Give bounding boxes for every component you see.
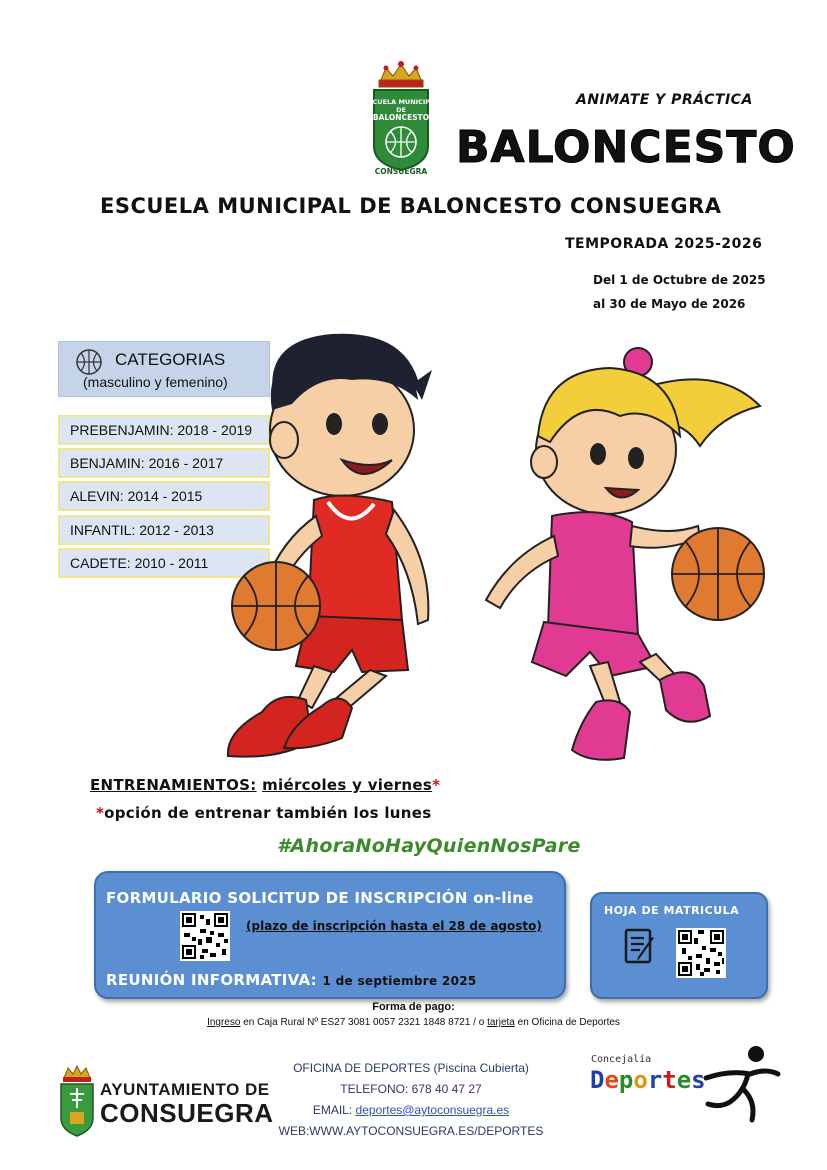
registration-form-panel[interactable]: [94, 871, 566, 999]
contact-email-label: EMAIL:: [312, 1103, 353, 1117]
training-schedule: [90, 776, 440, 794]
season-dates: [593, 268, 766, 316]
svg-text:ESCUELA MUNICIPAL: ESCUELA MUNICIPAL: [363, 98, 439, 106]
form-title: [106, 889, 534, 907]
enrollment-qr-code[interactable]: [676, 928, 726, 978]
payment-office: en Oficina de Deportes: [517, 1017, 620, 1028]
payment-ingreso: Ingreso: [207, 1017, 241, 1028]
enrollment-sheet-panel[interactable]: [590, 892, 768, 999]
payment-bank: en Caja Rural Nº ES27 3081 0057 2321 1848 8721 / o: [243, 1017, 485, 1028]
town-hall-line2: CONSUEGRA: [100, 1098, 274, 1128]
contact-email-link[interactable]: deportes@aytoconsuegra.es: [355, 1103, 510, 1117]
category-item: PREBENJAMIN: 2018 - 2019: [58, 415, 270, 445]
training-note-text: opción de entrenar también los lunes: [104, 804, 432, 822]
school-name: ESCUELA MUNICIPAL DE BALONCESTO CONSUEGRA: [100, 194, 722, 218]
form-deadline: (plazo de inscripción hasta el 28 de agosto): [246, 919, 542, 933]
town-hall-crest: [58, 1064, 96, 1138]
category-item: BENJAMIN: 2016 - 2017: [58, 448, 270, 478]
categories-title: CATEGORIAS: [115, 350, 226, 369]
concejalia-label: Concejalía: [591, 1054, 652, 1065]
category-item: CADETE: 2010 - 2011: [58, 548, 270, 578]
town-hall-name: [100, 1080, 274, 1126]
contact-info: [270, 1058, 552, 1142]
info-meeting: [106, 971, 477, 989]
training-label: ENTRENAMIENTOS:: [90, 776, 257, 794]
contact-office: OFICINA DE DEPORTES (Piscina Cubierta): [293, 1061, 529, 1075]
categories-subtitle: (masculino y femenino): [83, 374, 228, 390]
category-item: INFANTIL: 2012 - 2013: [58, 515, 270, 545]
boy-player-illustration: [222, 320, 452, 770]
meeting-label: REUNIÓN INFORMATIVA:: [106, 971, 317, 989]
contact-web[interactable]: WEB:WWW.AYTOCONSUEGRA.ES/DEPORTES: [278, 1124, 544, 1138]
school-crest-logo: [363, 60, 439, 176]
basketball-icon: [75, 348, 103, 376]
hashtag: #AhoraNoHayQuienNosPare: [277, 835, 581, 857]
form-edit-icon: [624, 928, 658, 966]
girl-player-illustration: [460, 346, 770, 766]
payment-label: Forma de pago:: [372, 1001, 455, 1013]
payment-tarjeta: tarjeta: [487, 1017, 515, 1028]
svg-text:CONSUEGRA: CONSUEGRA: [374, 167, 428, 176]
date-to: al 30 de Mayo de 2026: [593, 297, 746, 311]
svg-text:DE: DE: [396, 106, 406, 114]
page-title: BALONCESTO: [456, 122, 796, 173]
form-title-main: FORMULARIO SOLICITUD DE INSCRIPCIÓN: [106, 889, 468, 907]
date-from: Del 1 de Octubre de 2025: [593, 273, 766, 287]
svg-text:BALONCESTO: BALONCESTO: [372, 113, 430, 122]
training-asterisk: *: [432, 776, 441, 794]
contact-phone: TELEFONO: 678 40 47 27: [340, 1082, 482, 1096]
training-days: miércoles y viernes: [262, 776, 433, 794]
category-item: ALEVIN: 2014 - 2015: [58, 481, 270, 511]
payment-details: [0, 1017, 827, 1028]
training-note: [96, 804, 431, 822]
matricula-title: HOJA DE MATRICULA: [604, 904, 740, 917]
running-figure-icon: [700, 1044, 782, 1124]
registration-qr-code[interactable]: [180, 911, 230, 961]
town-hall-line1: AYUNTAMIENTO DE: [100, 1080, 270, 1099]
season-label: TEMPORADA 2025-2026: [565, 236, 763, 252]
training-note-asterisk: *: [96, 804, 105, 822]
contact-email-row: [270, 1100, 552, 1121]
slogan: ANIMATE Y PRÁCTICA: [576, 92, 753, 108]
form-title-suffix: on-line: [473, 889, 534, 907]
meeting-date: 1 de septiembre 2025: [322, 974, 477, 988]
deportes-logo-text: Deportes: [590, 1066, 706, 1094]
